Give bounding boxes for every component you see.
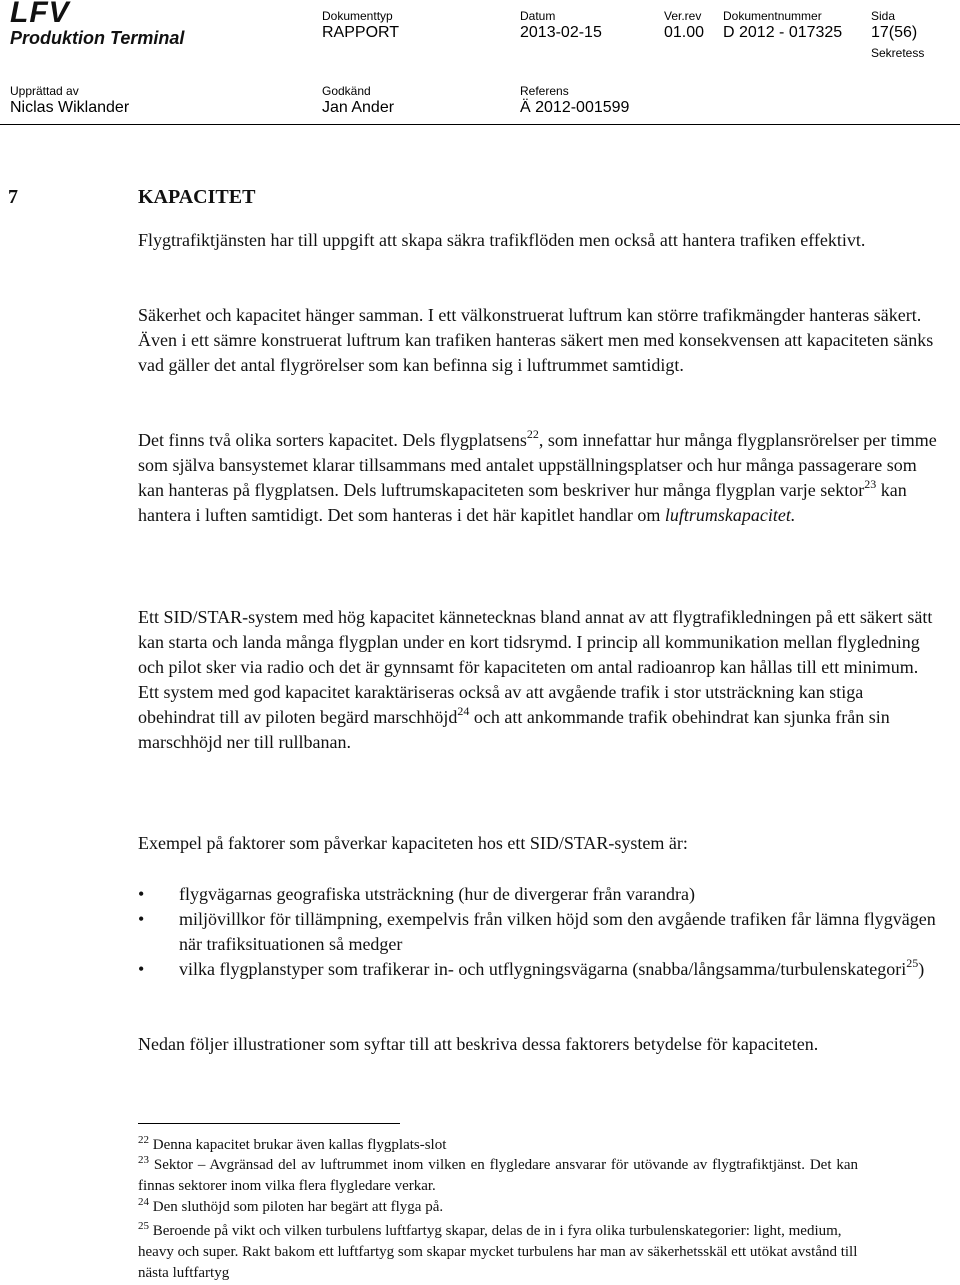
- footnote-text: Sektor – Avgränsad del av luftrummet inom vilken en flygledare ansvarar för utövande av flygtrafiktjänst. Det kan finnas sektorer inom vilka flera flygledare verkar.: [138, 1157, 858, 1194]
- bullet-icon: •: [138, 884, 145, 904]
- section-title: KAPACITET: [138, 186, 256, 208]
- list-item-text: ): [918, 959, 925, 979]
- bullet-icon: •: [138, 909, 145, 929]
- paragraph-sid-star: [138, 605, 938, 755]
- footnote-number: 23: [138, 1154, 149, 1166]
- author-value: Niclas Wiklander: [10, 99, 130, 116]
- italic-term: luftrumskapacitet.: [664, 505, 796, 525]
- list-item: [138, 957, 938, 982]
- doctype-label: Dokumenttyp: [322, 9, 393, 23]
- paragraph-examples-intro: Exempel på faktorer som påverkar kapaciteten hos ett SID/STAR-system är:: [138, 833, 688, 853]
- footnote-ref-22: 22: [526, 427, 539, 441]
- footnote-ref-24: 24: [457, 704, 470, 718]
- organization-subtitle: Produktion Terminal: [10, 28, 185, 48]
- secrecy-label: Sekretess: [871, 46, 925, 60]
- paragraph-illustrations: Nedan följer illustrationer som syftar till att beskriva dessa faktorers betydelse för kapaciteten.: [138, 1034, 819, 1054]
- footnote-22: [138, 1135, 858, 1156]
- section-number: 7: [8, 186, 18, 208]
- footnote-ref-25: 25: [906, 956, 919, 970]
- footnote-25: [138, 1221, 858, 1284]
- date-value: 2013-02-15: [520, 24, 602, 41]
- list-item: [138, 907, 938, 957]
- footnote-number: 22: [138, 1134, 149, 1146]
- paragraph-safety-capacity: Säkerhet och kapacitet hänger samman. I ett välkonstruerat luftrum kan större trafikmängder hanteras säkert. Även i ett sämre konstruerat luftrum kan trafiken hanteras säkert men med konsekvensen att kapaciteten sänks vad gäller det antal flygrörelser som kan befinna sig i luftrummet samtidigt.: [138, 305, 934, 375]
- list-item-text: miljövillkor för tillämpning, exempelvis från vilken höjd som den avgående trafiken får lämna flygvägen när trafiksituationen så medger: [179, 909, 936, 954]
- reference-value: Ä 2012-001599: [520, 99, 630, 116]
- bullet-icon: •: [138, 959, 145, 979]
- approved-value: Jan Ander: [322, 99, 395, 116]
- list-item-text: flygvägarnas geografiska utsträckning (hur de divergerar från varandra): [179, 884, 695, 904]
- author-label: Upprättad av: [10, 84, 79, 98]
- approved-label: Godkänd: [322, 84, 371, 98]
- logo: LFV: [10, 0, 70, 29]
- footnote-23: [138, 1155, 858, 1197]
- list-item: [138, 882, 938, 907]
- list-item-text: vilka flygplanstyper som trafikerar in- och utflygningsvägarna (snabba/långsamma/turbulenskategori: [179, 959, 907, 979]
- header-divider: [0, 124, 960, 125]
- paragraph-purpose: Flygtrafiktjänsten har till uppgift att skapa säkra trafikflöden men också att hantera trafiken effektivt.: [138, 230, 866, 250]
- revision-label: Ver.rev: [664, 9, 702, 23]
- footnote-number: 24: [138, 1196, 149, 1208]
- paragraph-capacity-types: [138, 428, 938, 528]
- footnote-text: Beroende på vikt och vilken turbulens luftfartyg skapar, delas de in i fyra olika turbulenskategorier: light, medium, heavy och super. Rakt bakom ett luftfartyg som skapar mycket turbulens har man av säkerhetsskäl ett utökat avstånd till nästa luftfartyg: [138, 1223, 858, 1281]
- reference-label: Referens: [520, 84, 569, 98]
- footnote-ref-23: 23: [864, 477, 877, 491]
- document-number-label: Dokumentnummer: [723, 9, 822, 23]
- footnote-divider: [138, 1123, 400, 1124]
- paragraph-text: , som innefattar hur många flygplansrörelser per timme som själva bansystemet klarar tillsammans med antalet uppställningsplatser och hur många passagerare som kan hanteras på flygplatsen. Dels luftrumskapaciteten som beskriver hur många flygplan varje sektor: [138, 430, 937, 500]
- page-label: Sida: [871, 9, 896, 23]
- footnote-text: Denna kapacitet brukar även kallas flygplats-slot: [149, 1137, 447, 1153]
- revision-value: 01.00: [664, 24, 705, 41]
- footnote-text: Den sluthöjd som piloten har begärt att flyga på.: [149, 1199, 444, 1215]
- factor-list: [138, 882, 938, 982]
- paragraph-text: Det finns två olika sorters kapacitet. Dels flygplatsens: [138, 430, 527, 450]
- footnote-24: [138, 1197, 858, 1218]
- paragraph-text: och att ankommande trafik obehindrat kan sjunka från sin marschhöjd ner till rullbanan.: [138, 707, 890, 752]
- paragraph-text: Ett SID/STAR-system med hög kapacitet kännetecknas bland annat av att flygtrafikledningen på ett säkert sätt kan starta och landa många flygplan under en kort tidsrymd. I princip all kommunikation mellan flygledning och pilot sker via radio och det är gynnsamt för kapaciteten om antal radioanrop kan hållas till ett minimum. Ett system med god kapacitet karaktäriseras också av att avgående trafik i stor utsträckning kan stiga obehindrat till av piloten begärd marschhöjd: [138, 607, 933, 727]
- footnote-number: 25: [138, 1220, 149, 1232]
- page-number: 17(56): [871, 24, 918, 41]
- paragraph-text: kan hantera i luften samtidigt. Det som hanteras i det här kapitlet handlar om: [138, 480, 907, 525]
- doctype-value: RAPPORT: [322, 24, 400, 41]
- date-label: Datum: [520, 9, 556, 23]
- document-number-value: D 2012 - 017325: [723, 24, 843, 41]
